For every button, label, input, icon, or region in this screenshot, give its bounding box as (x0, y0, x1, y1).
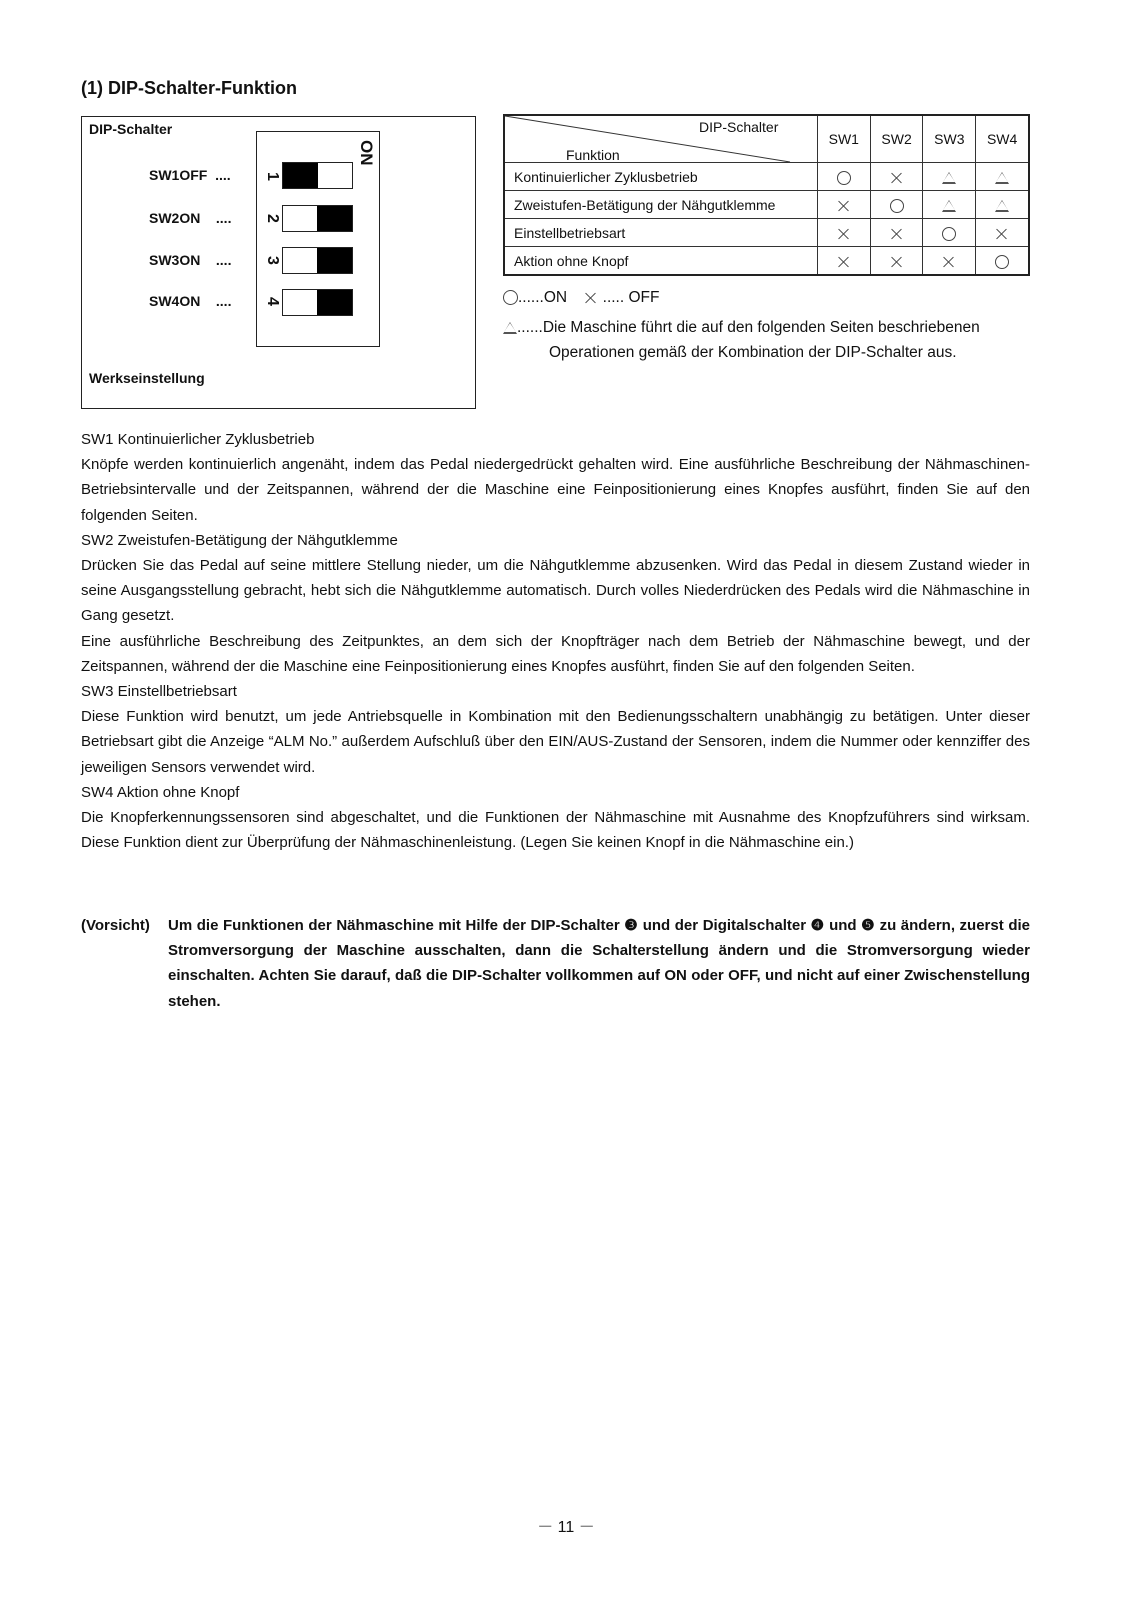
dip-switch-body (256, 131, 380, 347)
legend-off-text: ..... OFF (602, 289, 660, 306)
sw2-body-1: Drücken Sie das Pedal auf seine mittlere Stellung nieder, um die Nähgutklemme abzusenken. Wird das Pedal in diesem Zustand wieder in seine Ausgangsstellung gebracht, hebt sich die Nähgutklemme automatisch. Durch volles Niederdrücken des Pedals wird die Nähmaschine in Gang gesetzt. (81, 557, 1030, 625)
cross-icon (995, 227, 1009, 241)
legend-on-off (503, 289, 659, 307)
column-header-sw3: SW3 (923, 115, 976, 163)
caution-note (81, 913, 1030, 1014)
sw3-label: SW3ON .... (149, 252, 232, 268)
dip-switch-3[interactable] (282, 247, 353, 274)
legend-triangle-text-1: ......Die Maschine führt die auf den folgenden Seiten beschriebenen (517, 319, 980, 336)
circle-icon (837, 171, 851, 185)
triangle-icon (503, 322, 517, 334)
dip-switch-panel (81, 116, 476, 409)
sw1-heading: SW1 Kontinuierlicher Zyklusbetrieb (81, 431, 315, 448)
header-dip-schalter: DIP-Schalter (699, 119, 779, 135)
sw1-label: SW1OFF .... (149, 167, 231, 183)
sw1-body: Knöpfe werden kontinuierlich angenäht, indem das Pedal niedergedrückt gehalten wird. Eine ausführliche Beschreibung der Nähmaschinen-Betriebsintervalle und der Zeitspannen, während der die Maschine eine Feinpositionierung eines Knopfes ausführt, finden Sie auf den folgenden Seiten. (81, 456, 1030, 524)
sw2-label: SW2ON .... (149, 210, 232, 226)
table-diagonal-header (504, 115, 817, 163)
column-header-sw4: SW4 (976, 115, 1029, 163)
cross-icon (837, 227, 851, 241)
column-header-sw2: SW2 (870, 115, 923, 163)
triangle-icon (942, 200, 956, 212)
factory-setting-label: Werkseinstellung (89, 370, 205, 386)
sw2-heading: SW2 Zweistufen-Betätigung der Nähgutklemme (81, 531, 398, 549)
circle-icon (995, 255, 1009, 269)
cross-icon (837, 199, 851, 213)
sw4-heading: SW4 Aktion ohne Knopf (81, 783, 240, 801)
caution-text: Um die Funktionen der Nähmaschine mit Hilfe der DIP-Schalter ❸ und der Digitalschalter ❹ und ❺ zu ändern, zuerst die Stromversorgung der Maschine ausschalten, dann die Schalterstellung ändern und die Stromversorgung wieder einschalten. Achten Sie darauf, daß die DIP-Schalter vollkommen auf ON oder OFF, und nicht auf einer Zwischenstellung stehen. (168, 917, 1030, 1010)
switch-number-4: 4 (264, 297, 281, 306)
table-row (504, 191, 1029, 219)
sw3-heading: SW3 Einstellbetriebsart (81, 683, 237, 701)
table-row (504, 163, 1029, 191)
dip-switch-4[interactable] (282, 289, 353, 316)
descriptions (81, 427, 1030, 855)
legend-on-text: ......ON (518, 289, 568, 306)
sw3-body: Diese Funktion wird benutzt, um jede Antriebsquelle in Kombination mit den Bedienungsschaltern unabhängig zu betätigen. Unter dieser Betriebsart gibt die Anzeige “ALM No.” außerdem Aufschluß über den EIN/AUS-Zustand der Sensoren, indem die Nummer oder kennziffer des jeweiligen Sensors verwendet wird. (81, 708, 1030, 776)
cross-icon (584, 291, 598, 305)
legend-triangle (503, 319, 980, 337)
triangle-icon (942, 172, 956, 184)
on-label: ON (357, 140, 376, 166)
cross-icon (890, 171, 904, 185)
legend-triangle-text-2: Operationen gemäß der Kombination der DIP-Schalter aus. (549, 344, 957, 361)
cross-icon (890, 227, 904, 241)
function-table (503, 114, 1030, 276)
caution-label: (Vorsicht) (81, 917, 150, 934)
dip-panel-title: DIP-Schalter (89, 121, 173, 137)
sw4-body: Die Knopferkennungssensoren sind abgeschaltet, und die Funktionen der Nähmaschine mit Ausnahme des Knopfzuführers sind wirksam. Diese Funktion dient zur Überprüfung der Nähmaschinenleistung. (Legen Sie keinen Knopf in die Nähmaschine ein.) (81, 809, 1030, 852)
column-header-sw1: SW1 (817, 115, 870, 163)
triangle-icon (995, 172, 1009, 184)
triangle-icon (995, 200, 1009, 212)
sw4-label: SW4ON .... (149, 293, 232, 309)
switch-number-1: 1 (264, 172, 281, 181)
dip-switch-2[interactable] (282, 205, 353, 232)
table-row (504, 247, 1029, 276)
row-function-name: Einstellbetriebsart (504, 219, 817, 247)
page-number: － 11 － (537, 1519, 595, 1536)
cross-icon (890, 255, 904, 269)
circle-icon (503, 290, 518, 305)
row-function-name: Aktion ohne Knopf (504, 247, 817, 276)
row-function-name: Zweistufen-Betätigung der Nähgutklemme (504, 191, 817, 219)
table-row (504, 219, 1029, 247)
switch-number-2: 2 (264, 214, 281, 223)
cross-icon (942, 255, 956, 269)
sw2-body-2: Eine ausführliche Beschreibung des Zeitpunktes, an dem sich der Knopfträger nach dem Betrieb der Nähmaschine bewegt, und der Zeitspannen, während der die Maschine eine Feinpositionierung eines Knopfes ausführt, finden Sie auf den folgenden Seiten. (81, 632, 1030, 675)
circle-icon (890, 199, 904, 213)
row-function-name: Kontinuierlicher Zyklusbetrieb (504, 163, 817, 191)
circle-icon (942, 227, 956, 241)
cross-icon (837, 255, 851, 269)
header-funktion: Funktion (566, 147, 620, 163)
switch-number-3: 3 (264, 256, 281, 265)
dip-switch-1[interactable] (282, 162, 353, 189)
page-title: (1) DIP-Schalter-Funktion (81, 78, 298, 98)
